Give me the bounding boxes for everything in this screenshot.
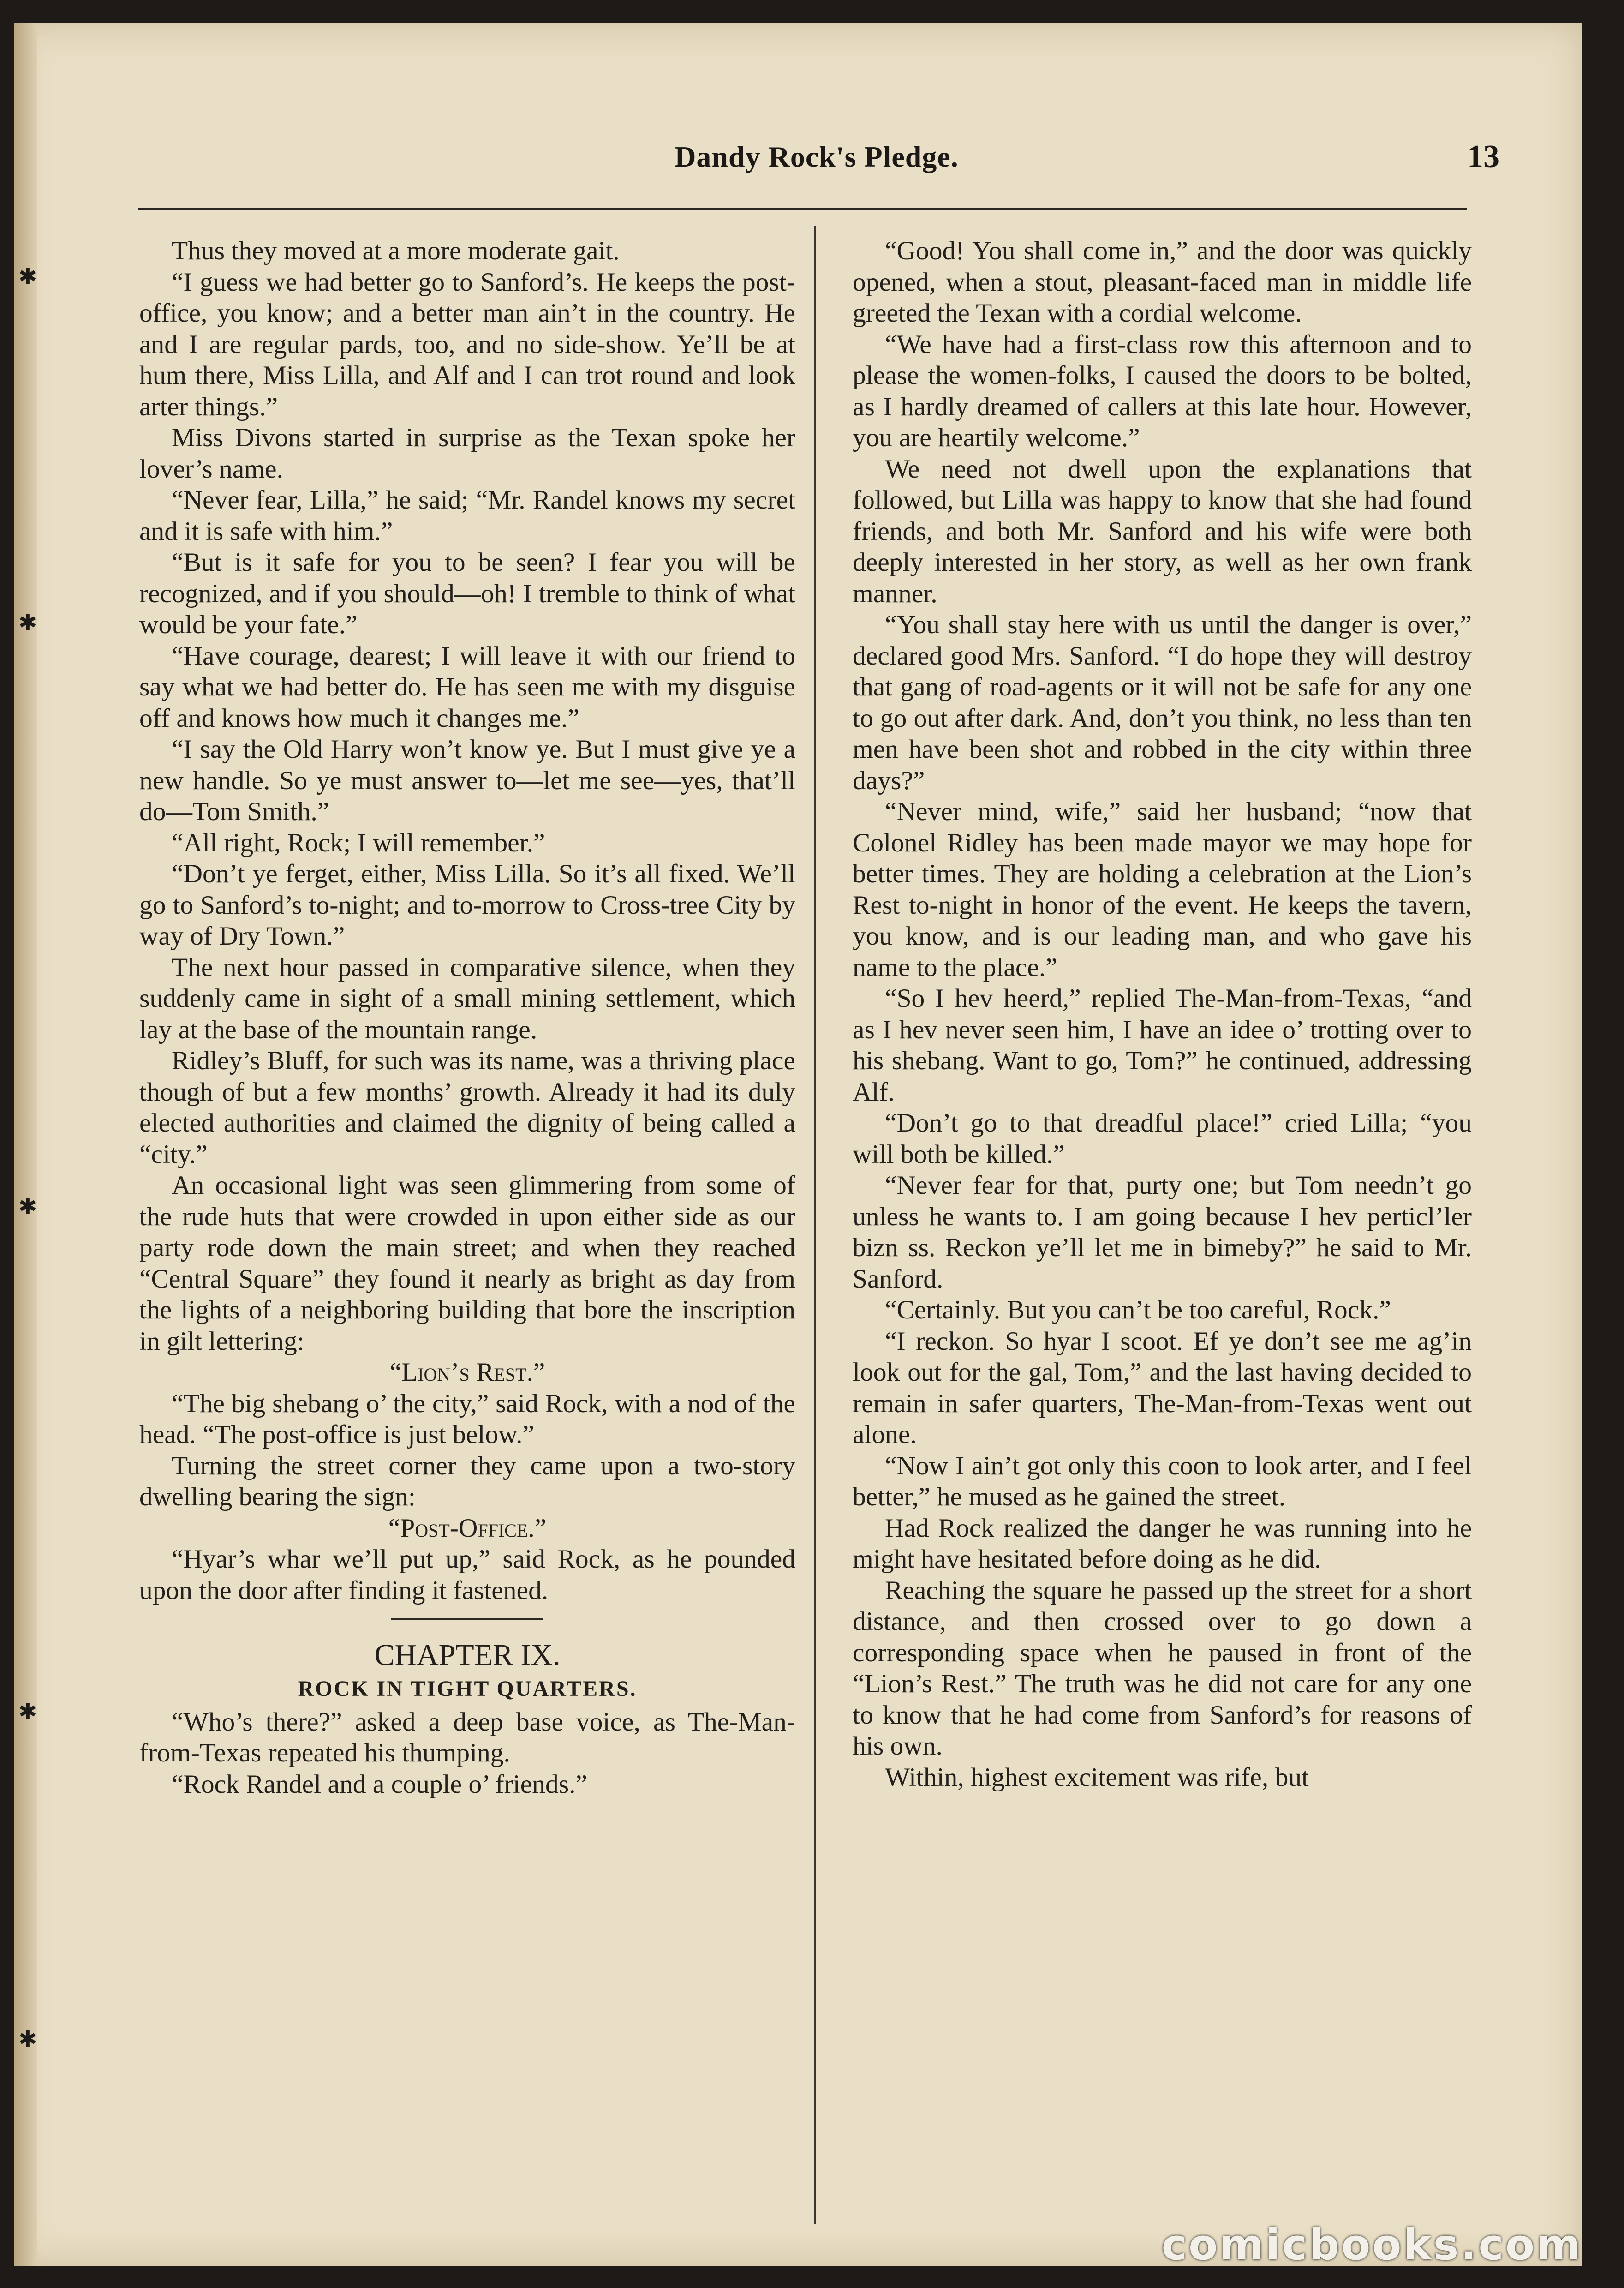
running-title: Dandy Rock's Pledge.	[675, 140, 959, 173]
stitch-mark-icon: ✱	[18, 264, 37, 289]
column-divider	[814, 226, 816, 2224]
chapter-title: CHAPTER IX.	[374, 1638, 561, 1672]
left-column	[139, 235, 795, 2197]
paragraph: “Now I ain’t got only this coon to look arter, and I feel better,” he mused as he gained the street.	[853, 1451, 1472, 1511]
left-column-paragraphs-2	[139, 1388, 795, 1513]
paragraph: An occasional light was seen glimmering from some of the rude huts that were crowded in upon either side as our party rode down the main street; and when they reached “Central Square” they found it nearly as bright as day from the lights of a neighboring building that bore the inscription in gilt lettering:	[139, 1171, 795, 1356]
paragraph: “Don’t ye ferget, either, Miss Lilla. So it’s all fixed. We’ll go to Sanford’s to-night; and to-morrow to Cross-tree City by way of Dry Town.”	[139, 859, 795, 951]
paragraph: “I guess we had better go to Sanford’s. He keeps the post-office, you know; and a better man ain’t in the country. He and I are regular pards, too, and no side-show. Ye’ll be at hum there, Miss Lilla, and Alf and I can trot round and look arter things.”	[139, 267, 795, 421]
sign-post-office: “Post-Office.”	[388, 1513, 547, 1543]
paragraph: “Never fear, Lilla,” he said; “Mr. Randel knows my secret and it is safe with him.”	[139, 485, 795, 546]
paragraph: “You shall stay here with us until the danger is over,” declared good Mrs. Sanford. “I do hope they will destroy that gang of road-agents or it will not be safe for any one to go out after dark. And, don’t you think, no less than ten men have been shot and robbed in the city within three days?”	[853, 610, 1472, 795]
sign-lions-rest: “Lion’s Rest.”	[389, 1358, 545, 1387]
stitch-mark-icon: ✱	[18, 1699, 37, 1725]
chapter-divider	[391, 1618, 543, 1620]
paragraph: Ridley’s Bluff, for such was its name, was a thriving place though of but a few months’ growth. Already it had its duly elected authorities and claimed the dignity of being called a “city.”	[139, 1046, 795, 1169]
right-column-paragraphs	[853, 235, 1472, 1793]
paragraph: “Never mind, wife,” said her husband; “now that Colonel Ridley has been made mayor we may hope for better times. They are holding a celebration at the Lion’s Rest to-night in honor of the event. He keeps the tavern, you know, and is our leading man, and who gave his name to the place.”	[853, 797, 1472, 982]
paragraph: “All right, Rock; I will remember.”	[172, 828, 545, 857]
paragraph: “Have courage, dearest; I will leave it with our friend to say what we had better do. He has seen me with my disguise off and knows how much it changes me.”	[139, 641, 795, 733]
paragraph: Had Rock realized the danger he was running into he might have hesitated before doing as he did.	[853, 1513, 1472, 1574]
paragraph: “We have had a first-class row this afternoon and to please the women-folks, I caused the doors to be bolted, as I hardly dreamed of callers at this late hour. However, you are heartily welcome.”	[853, 329, 1472, 452]
stitch-mark-icon: ✱	[18, 2026, 37, 2052]
paragraph: Turning the street corner they came upon a two-story dwelling bearing the sign:	[139, 1451, 795, 1511]
paragraph: “Certainly. But you can’t be too careful, Rock.”	[885, 1295, 1391, 1324]
right-column	[853, 235, 1472, 2197]
left-column-paragraphs	[139, 235, 795, 1357]
paragraph: “But is it safe for you to be seen? I fear you will be recognized, and if you should—oh! I tremble to think of what would be your fate.”	[139, 548, 795, 639]
paragraph: “Never fear for that, purty one; but Tom needn’t go unless he wants to. I am going because I hev perticl’ler bizn ss. Reckon ye’ll let me in bimeby?” he said to Mr. Sanford.	[853, 1171, 1472, 1294]
paragraph: “Who’s there?” asked a deep base voice, as The-Man-from-Texas repeated his thumping.	[139, 1707, 795, 1767]
chapter-subtitle: ROCK IN TIGHT QUARTERS.	[298, 1677, 637, 1701]
page-binding	[14, 23, 37, 2266]
stitch-mark-icon: ✱	[18, 610, 37, 635]
paragraph: “Don’t go to that dreadful place!” cried Lilla; “you will both be killed.”	[853, 1108, 1472, 1169]
paragraph: Thus they moved at a more moderate gait.	[172, 236, 620, 265]
stitch-mark-icon: ✱	[18, 1193, 37, 1219]
paragraph: Reaching the square he passed up the street for a short distance, and then crossed over to go down a corresponding space when he paused in front of the “Lion’s Rest.” The truth was he did not care for any one to know that he had come from Sanford’s for reasons of his own.	[853, 1575, 1472, 1761]
watermark: comicbooks.com	[1161, 2220, 1582, 2270]
paragraph: “Hyar’s whar we’ll put up,” said Rock, as he pounded upon the door after finding it fastened.	[139, 1545, 795, 1605]
paragraph: “The big shebang o’ the city,” said Rock, with a nod of the head. “The post-office is just below.”	[139, 1389, 795, 1449]
paragraph: “So I hev heerd,” replied The-Man-from-Texas, “and as I hev never seen him, I have an idee o’ trotting over to his shebang. Want to go, Tom?” he continued, addressing Alf.	[853, 984, 1472, 1107]
running-header	[134, 134, 1499, 189]
paragraph: “Rock Randel and a couple o’ friends.”	[172, 1769, 588, 1799]
paragraph: “I say the Old Harry won’t know ye. But I must give ye a new handle. So ye must answer to—let me see—yes, that’ll do—Tom Smith.”	[139, 735, 795, 826]
paragraph: We need not dwell upon the explanations that followed, but Lilla was happy to know that she had found friends, and both Mr. Sanford and his wife were both deeply interested in her story, as well as her own frank manner.	[853, 454, 1472, 608]
header-rule	[138, 208, 1467, 210]
left-column-paragraphs-4	[139, 1707, 795, 1800]
paragraph: Miss Divons started in surprise as the Texan spoke her lover’s name.	[139, 423, 795, 484]
paragraph: “I reckon. So hyar I scoot. Ef ye don’t see me ag’in look out for the gal, Tom,” and the last having decided to remain in safer quarters, The-Man-from-Texas went out alone.	[853, 1326, 1472, 1449]
paragraph: The next hour passed in comparative silence, when they suddenly came in sight of a small mining settlement, which lay at the base of the mountain range.	[139, 952, 795, 1044]
left-column-paragraphs-3	[139, 1544, 795, 1606]
paragraph: Within, highest excitement was rife, but	[885, 1762, 1309, 1792]
book-page	[14, 23, 1582, 2266]
paragraph: “Good! You shall come in,” and the door was quickly opened, when a stout, pleasant-faced man in middle life greeted the Texan with a cordial welcome.	[853, 236, 1472, 328]
page-number: 13	[1467, 139, 1499, 174]
